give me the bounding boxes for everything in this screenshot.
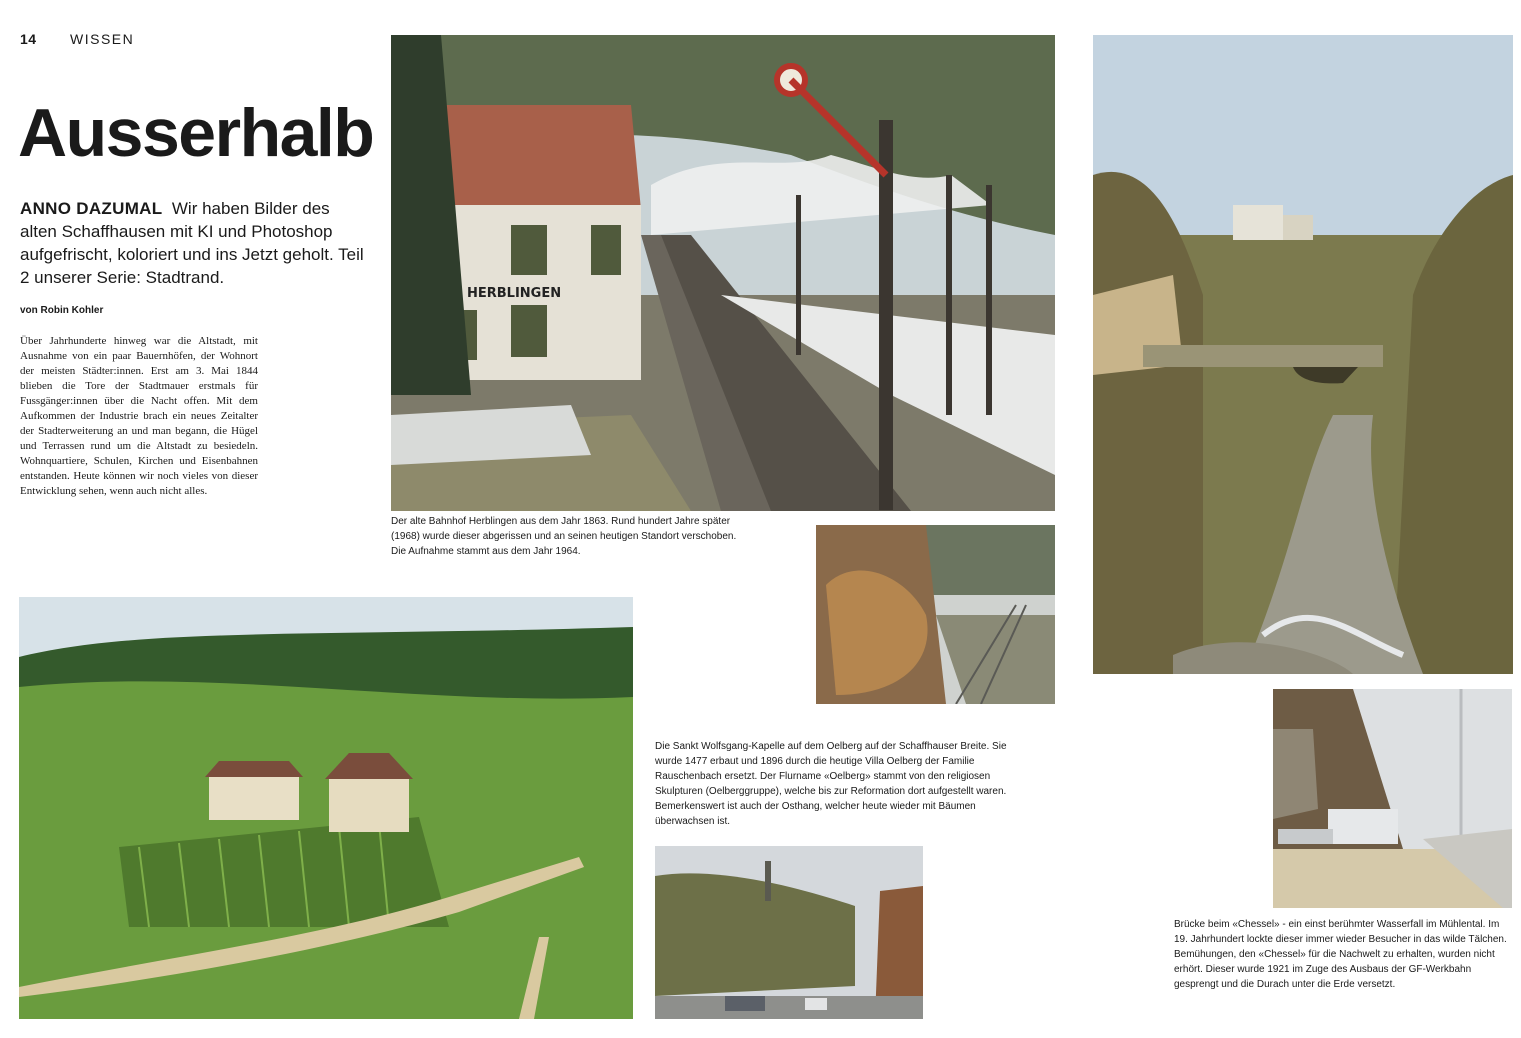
oelberg-vineyard-photo — [19, 597, 633, 1019]
chessel-caption: Brücke beim «Chessel» - ein einst berühmter Wasserfall im Mühlental. Im 19. Jahrhundert lockte dieser immer wieder Besucher in das wilde Tälchen. Bemühungen, den «Chessel» für die Nachwelt zu erhalten, wurden nicht erhört. Dieser wurde 1921 im Zuge des Ausbaus der GF-Werkbahn gesprengt und die Durach unter die Erde versetzt. — [1174, 919, 1507, 990]
section-label: WISSEN — [70, 31, 135, 47]
station-sign-text: HERBLINGEN — [467, 286, 562, 301]
lead-paragraph — [20, 197, 365, 289]
herblingen-caption: Der alte Bahnhof Herblingen aus dem Jahr 1863. Rund hundert Jahre später (1968) wurde dieser abgerissen und an seinen heutigen Standort verschoben. Die Aufnahme stammt aus dem Jahr 1964. — [391, 516, 737, 557]
chessel-bridge-photo — [1093, 35, 1513, 674]
page-number: 14 — [20, 31, 37, 47]
oelberg-today-photo — [816, 525, 1055, 704]
chessel-today-photo — [1273, 689, 1512, 908]
herblingen-station-photo — [391, 35, 1055, 511]
headline: Ausserhalb — [18, 95, 374, 171]
oelberg-caption: Die Sankt Wolfsgang-Kapelle auf dem Oelberg auf der Schaffhauser Breite. Sie wurde 1477 erbaut und 1896 durch die heutige Villa Oelberg der Familie Rauschenbach ersetzt. Der Flurname «Oelberg» stammt von den religiosen Skulpturen (Oelberggruppe), welche bis zur Reformation dort aufgestellt waren. Bemerkenswert ist auch der Osthang, welcher heute wieder mit Bäumen überwachsen ist. — [655, 741, 1007, 827]
byline: von Robin Kohler — [20, 305, 104, 316]
lead-text: Wir haben Bilder des alten Schaffhausen mit KI und Photoshop aufgefrischt, koloriert und ins Jetzt geholt. Teil 2 unserer Serie: Stadtrand. — [20, 199, 364, 287]
body-text: Über Jahrhunderte hinweg war die Altstadt, mit Ausnahme von ein paar Bauernhöfen, der Wohnort der meisten Städter:innen. Erst am 3. Mai 1844 blieben die Tore der Stadtmauer erstmals für Fussgänger:innen über die Nacht offen. Mit dem Aufkommen der Industrie brach ein neues Zeitalter der Stadterweiterung an und man begann, die Hügel und Terrassen rund um die Altstadt zu besiedeln. Wohnquartiere, Schulen, Kirchen und Eisenbahnen entstanden. Heute können wir noch vieles von dieser Entwicklung sehen, wenn auch nicht alles. — [20, 335, 258, 497]
street-church-photo — [655, 846, 923, 1019]
kicker: ANNO DAZUMAL — [20, 199, 163, 218]
